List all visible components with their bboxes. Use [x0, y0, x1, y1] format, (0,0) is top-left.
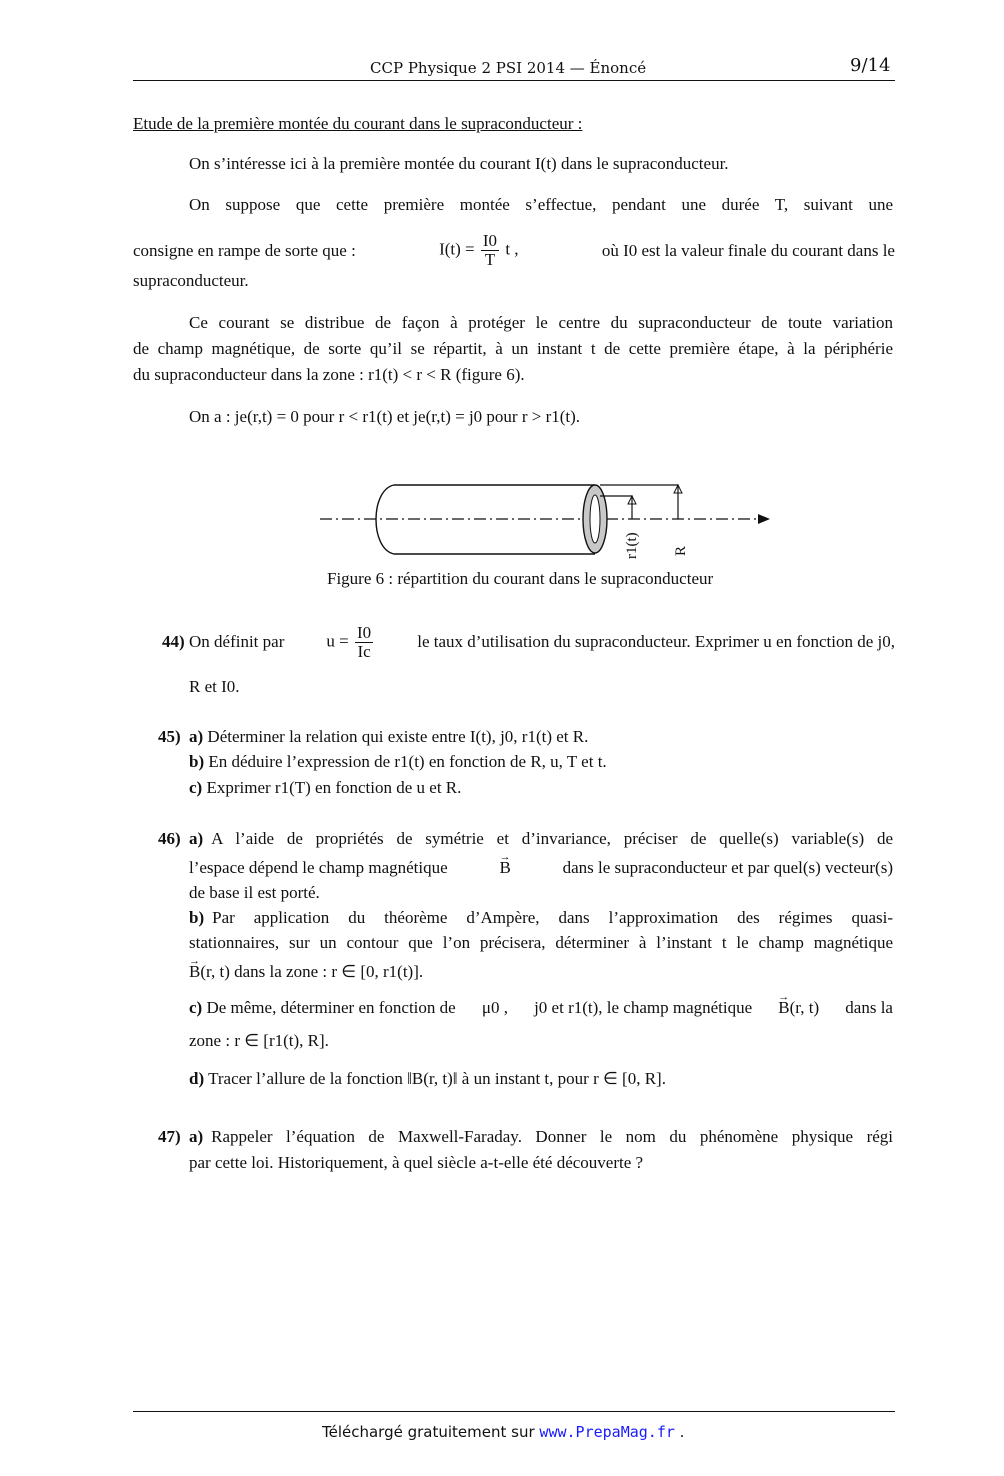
question-44-number: 44) — [162, 632, 185, 651]
figure-label-r1: r1(t) — [624, 532, 640, 559]
inner-core — [590, 495, 600, 543]
utilization-formula: u = $\frac{I0}{Ic}$ — [326, 622, 372, 661]
vector-B: → B — [499, 858, 510, 878]
question-46b-line-3: → B(r, t) dans la zone : r ∈ [0, r1(t)]. — [189, 962, 423, 982]
axis-arrow — [758, 514, 770, 524]
figure-label-R-box — [671, 540, 691, 560]
field-B-rt-c: → B(r, t) — [778, 998, 819, 1018]
paragraph-3-line-3: du supraconducteur dans la zone : r1(t) < r < R (figure 6). — [133, 365, 525, 384]
interval-r1-R: r ∈ [r1(t), R]. — [234, 1031, 329, 1050]
page-number: 9/14 — [850, 55, 891, 76]
field-B-rt: → B(r, t) — [189, 962, 230, 982]
question-45a: a) Déterminer la relation qui existe entre I(t), j0, r1(t) et R. — [189, 727, 589, 746]
question-47a-line-2: par cette loi. Historiquement, à quel siècle a-t-elle été découverte ? — [189, 1153, 644, 1172]
question-45c: c) Exprimer r1(T) en fonction de u et R. — [189, 778, 462, 797]
figure-caption: Figure 6 : répartition du courant dans le supraconducteur — [327, 569, 714, 588]
paragraph-2-line-3: supraconducteur. — [133, 271, 249, 290]
footer: Téléchargé gratuitement sur www.PrepaMag.fr . — [322, 1423, 685, 1441]
figure-6-diagram — [310, 478, 780, 568]
question-45-number: 45) — [158, 727, 181, 746]
question-44-line-1: On définit par u = $\frac{I0}{Ic}$ le taux d’utilisation du supraconducteur. Exprimer u en fonction de j0, — [189, 622, 895, 661]
question-47a-line-1: a) Rappeler l’équation de Maxwell-Faraday. Donner le nom du phénomène physique régi — [189, 1127, 893, 1146]
question-46-number: 46) — [158, 829, 181, 848]
question-47-number: 47) — [158, 1127, 181, 1146]
paragraph-2-text: consigne en rampe de sorte que : — [133, 240, 356, 260]
question-44-line-2: R et I0. — [189, 677, 240, 696]
question-46a-line-1: a) A l’aide de propriétés de symétrie et d’invariance, préciser de quelle(s) variable(s) de — [189, 829, 893, 848]
R-marker — [600, 485, 678, 519]
paragraph-1: On s’intéresse ici à la première montée du courant I(t) dans le supraconducteur. — [189, 154, 729, 173]
mu0: μ0 , — [481, 998, 508, 1017]
paragraph-4: On a : je(r,t) = 0 pour r < r1(t) et je(r,t) = j0 pour r > r1(t). — [189, 407, 581, 426]
paragraph-3-line-1: Ce courant se distribue de façon à protéger le centre du supraconducteur de toute variation — [189, 313, 893, 332]
ramp-formula: I(t) = $\frac{I0}{T}$ t , — [439, 231, 519, 269]
paragraph-2-text-end: où I0 est la valeur finale du courant dans le — [601, 240, 895, 260]
figure-label-R: R — [673, 545, 689, 556]
section-heading: Etude de la première montée du courant dans le supraconducteur : — [133, 114, 583, 133]
question-46b-line-2: stationnaires, sur un contour que l’on précisera, déterminer à l’instant t le champ magnétique — [189, 933, 893, 952]
figure-label-r1-box — [624, 527, 648, 561]
norm-B: ‖B(r, t)‖ — [407, 1069, 458, 1088]
header-title: CCP Physique 2 PSI 2014 — Énoncé — [370, 59, 647, 77]
interval-0-r1: r ∈ [0, r1(t)]. — [331, 962, 424, 981]
question-46c-line-2: zone : r ∈ [r1(t), R]. — [189, 1031, 329, 1050]
ramp-fraction: $\frac{I0}{T}$ — [482, 231, 498, 269]
question-46c-line-1: c) De même, déterminer en fonction de μ0 , j0 et r1(t), le champ magnétique → B(r, t) dans la — [189, 998, 893, 1018]
question-46b-line-1: b) Par application du théorème d’Ampère, dans l’approximation des régimes quasi- — [189, 908, 893, 927]
prepamag-link[interactable]: www.PrepaMag.fr — [539, 1423, 675, 1441]
question-46a-line-2: l’espace dépend le champ magnétique → B dans le supraconducteur et par quel(s) vecteur(s) — [189, 858, 893, 878]
question-46a-line-3: de base il est porté. — [189, 883, 320, 902]
utilization-fraction: $\frac{I0}{Ic}$ — [357, 622, 372, 661]
paragraph-3-line-2: de champ magnétique, de sorte qu’il se répartit, à un instant t de cette première étape, à la périphérie — [133, 339, 893, 358]
header-rule — [133, 80, 895, 81]
paragraph-2-line-1: On suppose que cette première montée s’effectue, pendant une durée T, suivant une — [189, 195, 893, 214]
question-45b: b) En déduire l’expression de r1(t) en fonction de R, u, T et t. — [189, 752, 607, 771]
interval-0-R: r ∈ [0, R]. — [593, 1069, 666, 1088]
paragraph-2-line-2 — [133, 232, 895, 269]
question-46d: d) Tracer l’allure de la fonction ‖B(r, t)‖ à un instant t, pour r ∈ [0, R]. — [189, 1069, 666, 1088]
footer-rule — [133, 1411, 895, 1412]
